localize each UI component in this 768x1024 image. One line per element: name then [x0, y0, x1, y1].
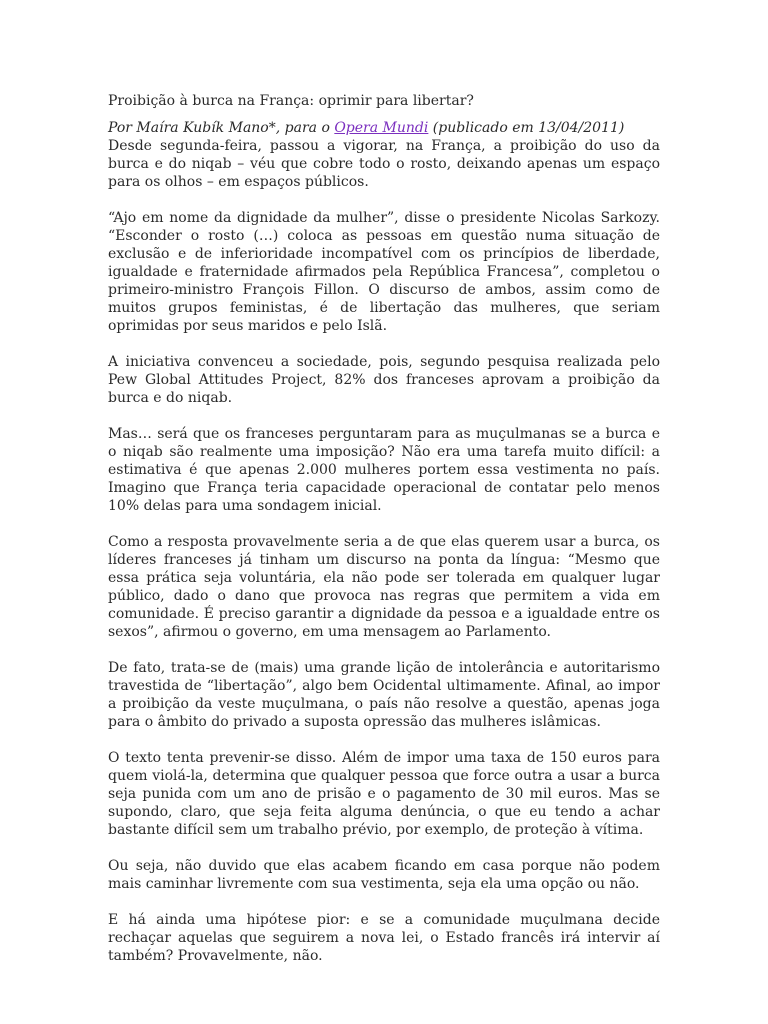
paragraph-1: Desde segunda-feira, passou a vigorar, na França, a proibição do uso da burca e do niqab – véu que cobre todo o rosto, deixando apenas um espaço para os olhos – em espaços públicos. — [108, 138, 660, 190]
paragraph-4: Mas… será que os franceses perguntaram para as muçulmanas se a burca e o niqab são realmente uma imposição? Não era uma tarefa muito difícil: a estimativa é que apenas 2.000 mulheres portem essa vestimenta no país. Imagino que França teria capacidade operacional de contatar pelo menos 10% delas para uma sondagem inicial. — [108, 426, 660, 514]
byline-date: (publicado em 13/04/2011) — [428, 120, 625, 136]
document-page — [108, 92, 660, 983]
paragraph-2: “Ajo em nome da dignidade da mulher”, disse o presidente Nicolas Sarkozy. “Esconder o rosto (…) coloca as pessoas em questão numa situação de exclusão e de inferioridade incompatível com os princípios de liberdade, igualdade e fraternidade afirmados pela República Francesa”, completou o primeiro-ministro François Fillon. O discurso de ambos, assim como de muitos grupos feministas, é de libertação das mulheres, que seriam oprimidas por seus maridos e pelo Islã. — [108, 210, 660, 334]
article-title: Proibição à burca na França: oprimir para libertar? — [108, 93, 474, 109]
byline-author: Por Maíra Kubík Mano*, para o — [108, 120, 335, 136]
paragraph-9: E há ainda uma hipótese pior: e se a comunidade muçulmana decide rechaçar aquelas que seguirem a nova lei, o Estado francês irá intervir aí também? Provavelmente, não. — [108, 912, 660, 964]
opera-mundi-link[interactable]: Opera Mundi — [334, 120, 429, 136]
paragraph-5: Como a resposta provavelmente seria a de que elas querem usar a burca, os líderes franceses já tinham um discurso na ponta da língua: “Mesmo que essa prática seja voluntária, ela não pode ser tolerada em qualquer lugar público, dado o dano que provoca nas regras que permitem a vida em comunidade. É preciso garantir a dignidade da pessoa e a igualdade entre os sexos”, afirmou o governo, em uma mensagem ao Parlamento. — [108, 534, 660, 640]
paragraph-3: A iniciativa convenceu a sociedade, pois, segundo pesquisa realizada pelo Pew Global Attitudes Project, 82% dos franceses aprovam a proibição da burca e do niqab. — [108, 354, 660, 406]
byline — [108, 119, 660, 137]
paragraph-6: De fato, trata-se de (mais) uma grande lição de intolerância e autoritarismo travestida de “libertação”, algo bem Ocidental ultimamente. Afinal, ao impor a proibição da veste muçulmana, o país não resolve a questão, apenas joga para o âmbito do privado a suposta opressão das mulheres islâmicas. — [108, 660, 660, 730]
paragraph-8: Ou seja, não duvido que elas acabem ficando em casa porque não podem mais caminhar livremente com sua vestimenta, seja ela uma opção ou não. — [108, 858, 660, 892]
paragraph-7: O texto tenta prevenir-se disso. Além de impor uma taxa de 150 euros para quem violá-la, determina que qualquer pessoa que force outra a usar a burca seja punida com um ano de prisão e o pagamento de 30 mil euros. Mas se supondo, claro, que seja feita alguma denúncia, o que eu tendo a achar bastante difícil sem um trabalho prévio, por exemplo, de proteção à vítima. — [108, 750, 660, 838]
